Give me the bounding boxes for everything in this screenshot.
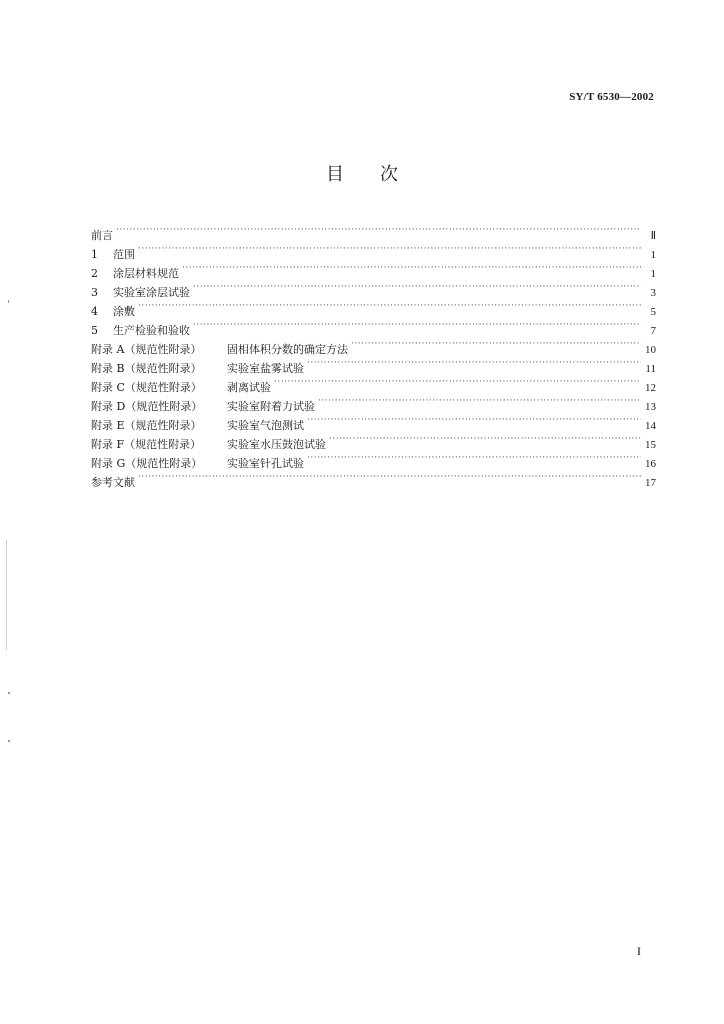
- scan-artifact: [8, 300, 9, 303]
- toc-page: 13: [645, 401, 656, 413]
- leader-dots: [274, 372, 641, 391]
- page-number: I: [637, 944, 641, 958]
- toc-label: 剥离试验: [227, 381, 271, 394]
- toc-entry-references[interactable]: [91, 467, 656, 489]
- toc-appendix: 附录 F（规范性附录）: [91, 438, 202, 451]
- scan-artifact: [6, 540, 7, 650]
- leader-dots: [351, 334, 641, 353]
- toc-label: 实验室盐雾试验: [227, 362, 304, 375]
- leader-dots: [116, 220, 641, 239]
- toc-page: 11: [645, 363, 656, 375]
- toc-label: 涂层材料规范: [113, 267, 179, 280]
- toc-label: 实验室附着力试验: [227, 400, 315, 413]
- scan-artifact: [8, 692, 10, 694]
- leader-dots: [307, 410, 641, 429]
- toc-page: 10: [645, 344, 656, 356]
- toc-entry-foreword[interactable]: [91, 220, 656, 242]
- toc-page: 14: [645, 420, 656, 432]
- table-of-contents: [91, 220, 656, 489]
- toc-label: 参考文献: [91, 476, 135, 489]
- toc-label: 范围: [113, 248, 135, 261]
- toc-entry-5[interactable]: [91, 315, 656, 337]
- toc-label: 涂敷: [113, 305, 135, 318]
- toc-number: 4: [91, 305, 98, 318]
- leader-dots: [329, 429, 641, 448]
- scan-artifact: [8, 740, 10, 742]
- leader-dots: [138, 296, 641, 315]
- title-char-1: 目: [326, 164, 344, 185]
- toc-page: 16: [645, 458, 656, 470]
- toc-appendix: 附录 G（规范性附录）: [91, 457, 203, 470]
- document-code: SY/T 6530—2002: [569, 91, 654, 103]
- toc-label: 生产检验和验收: [113, 324, 190, 337]
- toc-page: 12: [645, 382, 656, 394]
- toc-page: 5: [650, 306, 656, 318]
- toc-page: 7: [650, 325, 656, 337]
- leader-dots: [307, 353, 641, 372]
- toc-entry-4[interactable]: [91, 296, 656, 318]
- toc-entry-2[interactable]: [91, 258, 656, 280]
- leader-dots: [182, 258, 641, 277]
- leader-dots: [193, 315, 641, 334]
- toc-number: 1: [91, 248, 98, 261]
- toc-number: 2: [91, 267, 98, 280]
- toc-page: 17: [645, 477, 656, 489]
- toc-label: 实验室水压鼓泡试验: [227, 438, 326, 451]
- toc-label: 实验室涂层试验: [113, 286, 190, 299]
- toc-page: 3: [650, 287, 656, 299]
- toc-label: 固相体积分数的确定方法: [227, 343, 348, 356]
- toc-page: 1: [650, 249, 656, 261]
- page-title: [0, 160, 724, 186]
- leader-dots: [138, 239, 641, 258]
- toc-page: Ⅱ: [650, 230, 656, 242]
- toc-label: 前言: [91, 229, 113, 242]
- leader-dots: [318, 391, 641, 410]
- toc-appendix: 附录 E（规范性附录）: [91, 419, 202, 432]
- title-char-2: 次: [380, 164, 398, 185]
- toc-appendix: 附录 D（规范性附录）: [91, 400, 203, 413]
- toc-label: 实验室气泡测试: [227, 419, 304, 432]
- toc-label: 实验室针孔试验: [227, 457, 304, 470]
- leader-dots: [138, 467, 641, 486]
- toc-page: 15: [645, 439, 656, 451]
- toc-number: 3: [91, 286, 98, 299]
- toc-appendix: 附录 A（规范性附录）: [91, 343, 202, 356]
- leader-dots: [307, 448, 641, 467]
- toc-appendix: 附录 B（规范性附录）: [91, 362, 202, 375]
- toc-appendix: 附录 C（规范性附录）: [91, 381, 202, 394]
- leader-dots: [193, 277, 641, 296]
- toc-entry-1[interactable]: [91, 239, 656, 261]
- toc-number: 5: [91, 324, 98, 337]
- toc-page: 1: [650, 268, 656, 280]
